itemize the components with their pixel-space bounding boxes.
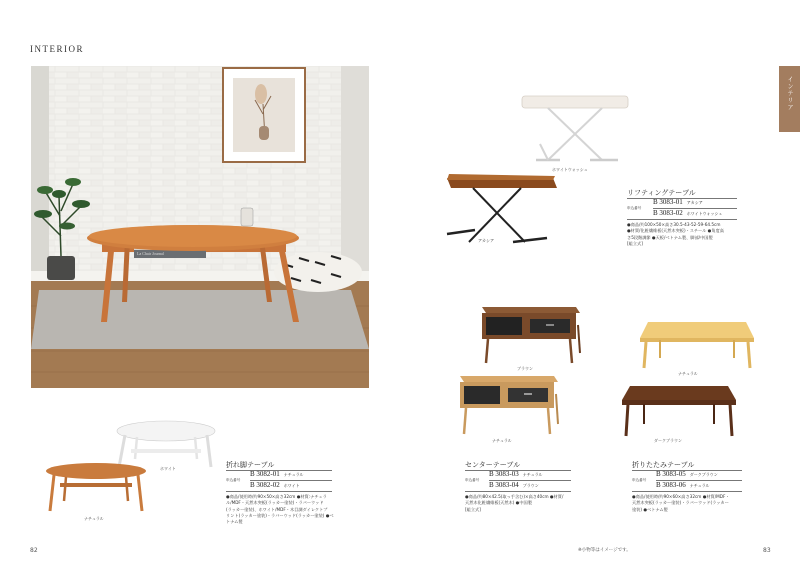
section-tab[interactable] [779, 66, 800, 132]
caption-brown: ブラウン [517, 366, 533, 371]
room-scene-photo [31, 66, 369, 388]
folding-table-dark-brown-image [620, 384, 738, 440]
product-specs: ●商品/約80×42.5(取っ手含む)×高さ40cm ●材質/ 天然木化粧繊維板(天然木) ●中国製 [組立式] [465, 494, 564, 512]
section-tab-label: インテリア [786, 76, 793, 111]
caption-natural: ナチュラル [678, 371, 698, 376]
order-label: 申込番号 [226, 478, 241, 482]
book-title: La Chair Journal [137, 251, 164, 256]
product-row: B 3083-03 ナチュラル [489, 470, 543, 478]
lifting-table-white-wash-image [518, 94, 632, 166]
order-label: 申込番号 [632, 478, 647, 482]
product-row: B 3083-05 ダークブラウン [656, 470, 718, 478]
center-table-natural-image [456, 374, 562, 438]
footnote: ※小物等はイメージです。 [578, 548, 631, 553]
lifting-table-acacia-image [443, 172, 561, 248]
product-row: B 3082-01 ナチュラル [250, 470, 304, 478]
caption-acacia: アカシア [478, 238, 494, 243]
product-row: B 3083-02 ホワイトウォッシュ [653, 209, 723, 217]
framed-art [223, 68, 305, 162]
page-number-left: 82 [30, 547, 38, 554]
order-label: 申込番号 [465, 478, 480, 482]
product-specs: ●商品/約100×50×高さ30.5-43-52-59-64.5cm ●材質/化粧繊維板(天然木突板)・スチール ●角度高 さ5段階調節 ●天板/ベトナム製、脚部/中国製 [組立式] [627, 222, 724, 246]
product-title-folding-leg: 折れ脚テーブル [226, 461, 275, 469]
product-specs: ●商品/使用時/約90×50×高さ32cm ●材質:ナチュラ ル/MDF・天然木突板(ラッカー塗装)・ラバーウッド (ラッカー塗装)、ホワイト/MDF・木目調ダイレクトプ リント(ラッカー塗装)・ラバーウッド(ラッカー塗装) ●ベ トナム製 [226, 494, 334, 525]
section-header: INTERIOR [30, 44, 84, 54]
folding-leg-table-natural-image [44, 461, 148, 515]
product-row: B 3083-06 ナチュラル [656, 481, 710, 489]
product-row: B 3083-01 アカシア [653, 198, 703, 206]
caption-white: ホワイト [160, 466, 176, 471]
product-row: B 3083-04 ブラウン [489, 481, 539, 489]
center-table-brown-image [480, 305, 584, 367]
page-number-right: 83 [763, 547, 771, 554]
caption-dark-brown: ダークブラウン [654, 438, 682, 443]
caption-natural: ナチュラル [84, 516, 104, 521]
folding-table-natural-image [638, 320, 756, 372]
order-label: 申込番号 [627, 206, 642, 210]
product-row: B 3082-02 ホワイト [250, 481, 300, 489]
product-title-lifting: リフティングテーブル [627, 189, 696, 197]
product-title-folding: 折りたたみテーブル [632, 461, 695, 469]
caption-white-wash: ホワイトウォッシュ [552, 167, 588, 172]
product-specs: ●商品/使用時/約90×60×高さ32cm ●材質/MDF・ 天然木突板(ラッカー塗装)・ラバーウッド(ラッカー 塗装) ●ベトナム製 [632, 494, 730, 512]
caption-natural: ナチュラル [492, 438, 512, 443]
product-title-center: センターテーブル [465, 461, 521, 469]
